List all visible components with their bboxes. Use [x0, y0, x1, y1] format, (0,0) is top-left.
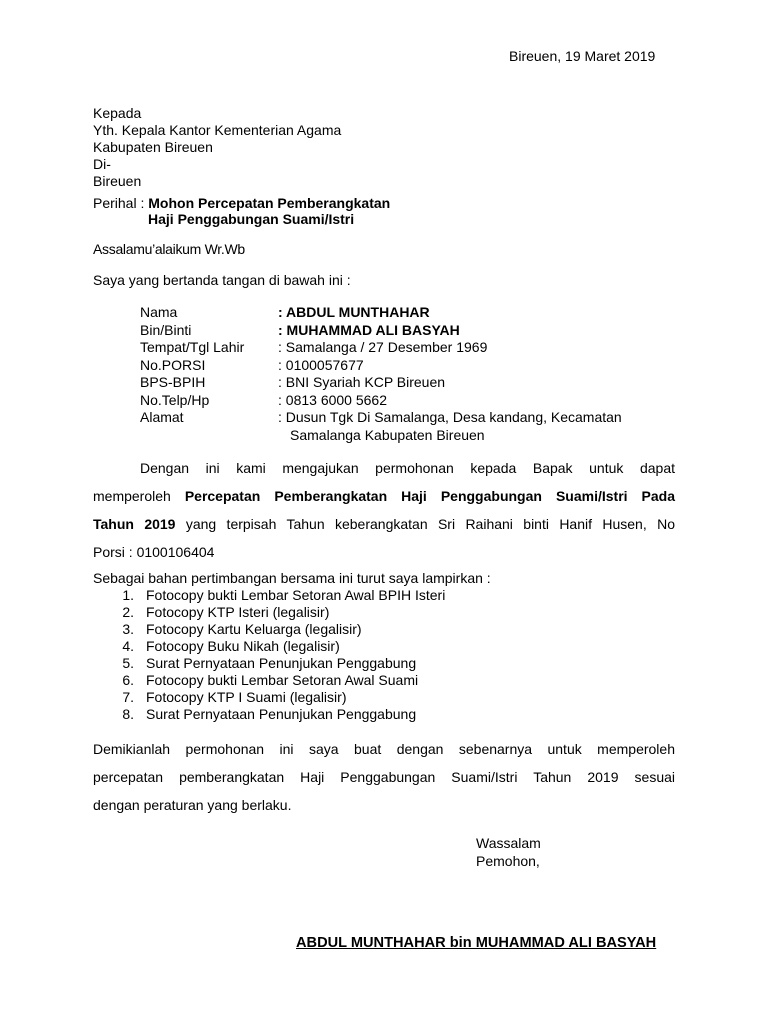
recipient-line: Bireuen [93, 173, 142, 189]
applicant-label: Pemohon, [476, 853, 540, 869]
list-item [93, 672, 653, 689]
attachments-list [93, 587, 653, 723]
place-date: Bireuen, 19 Maret 2019 [509, 48, 656, 64]
greeting: Assalamu’alaikum Wr.Wb [93, 241, 245, 257]
request-emphasis: Tahun 2019 [93, 516, 176, 532]
identity-label: No.PORSI [140, 357, 206, 373]
identity-value: : ABDUL MUNTHAHAR [278, 304, 430, 320]
subject-line-2: Haji Penggabungan Suami/Istri [148, 211, 355, 227]
recipient-line: Di- [93, 156, 111, 172]
closing-paragraph [93, 735, 675, 819]
list-item [93, 638, 653, 655]
identity-label: No.Telp/Hp [140, 392, 210, 408]
list-text: Fotocopy bukti Lembar Setoran Awal Suami [146, 672, 419, 688]
identity-label: Alamat [140, 409, 184, 425]
request-line [93, 510, 675, 538]
request-paragraph [93, 454, 675, 566]
request-text: memperoleh [93, 488, 185, 504]
request-line: Porsi : 0100106404 [93, 544, 215, 560]
list-number: 2. [122, 604, 134, 620]
list-number: 8. [122, 706, 134, 722]
closing-line: Demikianlah permohonan ini saya buat dengan sebenarnya untuk memperoleh [93, 741, 675, 757]
identity-value: : 0813 6000 5662 [278, 392, 387, 408]
request-text: yang terpisah Tahun keberangkatan Sri Raihani binti Hanif Husen, No [175, 516, 675, 532]
list-item [93, 655, 653, 672]
list-text: Fotocopy KTP Isteri (legalisir) [146, 604, 330, 620]
recipient-line: Yth. Kepala Kantor Kementerian Agama [93, 122, 342, 138]
closing-line: dengan peraturan yang berlaku. [93, 797, 292, 813]
recipient-block [93, 105, 341, 190]
list-text: Fotocopy bukti Lembar Setoran Awal BPIH Isteri [146, 587, 446, 603]
request-line [93, 482, 675, 510]
identity-value: : 0100057677 [278, 357, 364, 373]
list-item [93, 621, 653, 638]
salutation: Wassalam [476, 835, 541, 851]
identity-value: : Samalanga / 27 Desember 1969 [278, 339, 488, 355]
request-emphasis: Percepatan Pemberangkatan Haji Penggabungan Suami/Istri Pada [184, 488, 676, 504]
list-number: 3. [122, 621, 134, 637]
list-number: 7. [122, 689, 134, 705]
attachments-intro: Sebagai bahan pertimbangan bersama ini turut saya lampirkan : [93, 570, 491, 586]
request-line: Dengan ini kami mengajukan permohonan kepada Bapak untuk dapat [140, 460, 675, 476]
closing-line: percepatan pemberangkatan Haji Penggabungan Suami/Istri Tahun 2019 sesuai [93, 769, 675, 785]
list-text: Fotocopy KTP I Suami (legalisir) [146, 689, 347, 705]
recipient-line: Kepada [93, 105, 142, 121]
subject [93, 195, 390, 212]
list-text: Fotocopy Kartu Keluarga (legalisir) [146, 621, 362, 637]
identity-label: Nama [140, 304, 178, 320]
identity-label: BPS-BPIH [140, 374, 206, 390]
list-number: 1. [122, 587, 134, 603]
list-text: Surat Pernyataan Penunjukan Penggabung [146, 655, 417, 671]
list-number: 5. [122, 655, 134, 671]
list-item [93, 706, 653, 723]
intro: Saya yang bertanda tangan di bawah ini : [93, 272, 351, 288]
subject-line-1: Mohon Percepatan Pemberangkatan [148, 195, 391, 211]
list-item [93, 689, 653, 706]
list-number: 6. [122, 672, 134, 688]
identity-value: : MUHAMMAD ALI BASYAH [278, 322, 460, 338]
identity-value: : Dusun Tgk Di Samalanga, Desa kandang, Kecamatan [278, 409, 622, 425]
signatory-name: ABDUL MUNTHAHAR bin MUHAMMAD ALI BASYAH [296, 935, 657, 951]
list-text: Surat Pernyataan Penunjukan Penggabung [146, 706, 417, 722]
identity-label: Bin/Binti [140, 322, 192, 338]
list-text: Fotocopy Buku Nikah (legalisir) [146, 638, 340, 654]
recipient-line: Kabupaten Bireuen [93, 139, 213, 155]
list-item [93, 604, 653, 621]
identity-value: : BNI Syariah KCP Bireuen [278, 374, 446, 390]
identity-label: Tempat/Tgl Lahir [140, 339, 245, 355]
list-item [93, 587, 653, 604]
subject-label: Perihal : [93, 195, 149, 211]
identity-address-continued: Samalanga Kabupaten Bireuen [290, 427, 485, 443]
list-number: 4. [122, 638, 134, 654]
